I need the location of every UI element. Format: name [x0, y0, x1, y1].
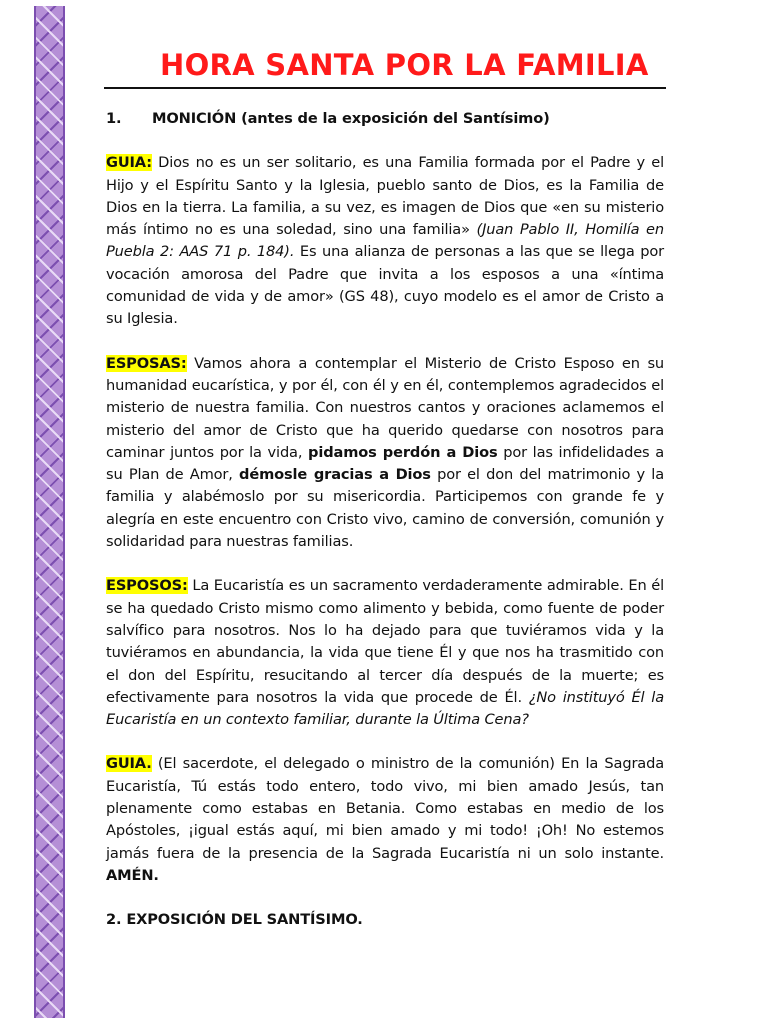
- amen: AMÉN.: [106, 866, 159, 884]
- paragraph-guia-2: GUIA. (El sacerdote, el delegado o ministro de la comunión) En la Sagrada Eucaristía, Tú estás todo entero, todo vivo, mi bien amado Jesús, tan plenamente como estabas en Betania. Como estabas en medio de los Apóstoles, ¡igual estás aquí, mi bien amado y mi todo! ¡Oh! No estemos jamás fuera de la presencia de la Sagrada Eucaristía ni un solo instante. AMÉN.: [106, 755, 664, 884]
- title-underline: [104, 87, 666, 89]
- italic-question: ¿No instituyó Él la Eucaristía en un contexto familiar, durante la Última Cena?: [106, 688, 664, 729]
- section-2-heading: [106, 909, 664, 931]
- paragraph-esposos: ESPOSOS: La Eucaristía es un sacramento verdaderamente admirable. En él se ha quedado Cristo mismo como alimento y bebida, como fuente de poder salvífico para nosotros. Nos lo ha dejado para que tuviéramos vida y la tuviéramos en abundancia, la vida que tiene Él y que nos ha trasmitido con el don del Espíritu, resucitando al tercer día después de la muerte; es efectivamente para nosotros la vida que procede de Él. ¿No instituyó Él la Eucaristía en un contexto familiar, durante la Última Cena?: [106, 577, 664, 729]
- speaker-label-esposas: ESPOSAS:: [106, 354, 187, 372]
- section-1-number: 1.: [106, 110, 122, 127]
- speaker-label-guia-2: GUIA.: [106, 755, 152, 773]
- section-1-title: MONICIÓN (antes de la exposición del Santísimo): [152, 110, 550, 127]
- citation: (Juan Pablo II, Homilía en Puebla 2: AAS 71 p. 184).: [106, 221, 664, 261]
- section-1-heading: [106, 108, 664, 130]
- document-body: [106, 108, 664, 932]
- section-2-title: 2. EXPOSICIÓN DEL SANTÍSIMO.: [106, 911, 363, 929]
- page-title: HORA SANTA POR LA FAMILIA: [160, 48, 649, 82]
- paragraph-guia: GUIA: Dios no es un ser solitario, es una Familia formada por el Padre y el Hijo y el Espíritu Santo y la Iglesia, pueblo santo de Dios, es la Familia de Dios en la tierra. La familia, a su vez, es imagen de Dios que «en su misterio más íntimo no es una soledad, sino una familia» (Juan Pablo II, Homilía en Puebla 2: AAS 71 p. 184). Es una alianza de personas a las que se llega por vocación amorosa del Padre que invita a los esposos a una «íntima comunidad de vida y de amor» (GS 48), cuyo modelo es el amor de Cristo a su Iglesia.: [106, 154, 665, 328]
- decorative-border: [34, 6, 65, 1018]
- speaker-label-guia: GUIA:: [106, 154, 152, 172]
- speaker-label-esposos: ESPOSOS:: [106, 577, 188, 595]
- paragraph-esposas: ESPOSAS: Vamos ahora a contemplar el Misterio de Cristo Esposo en su humanidad eucarística, y por él, con él y en él, contemplemos agradecidos el misterio de nuestra familia. Con nuestros cantos y oraciones aclamemos el misterio del amor de Cristo que ha querido quedarse con nosotros para caminar juntos por la vida, pidamos perdón a Dios por las infidelidades a su Plan de Amor, démosle gracias a Dios por el don del matrimonio y la familia y alabémoslo por su misericordia. Participemos con grande fe y alegría en este encuentro con Cristo vivo, camino de conversión, comunión y solidaridad para nuestras familias.: [106, 354, 664, 551]
